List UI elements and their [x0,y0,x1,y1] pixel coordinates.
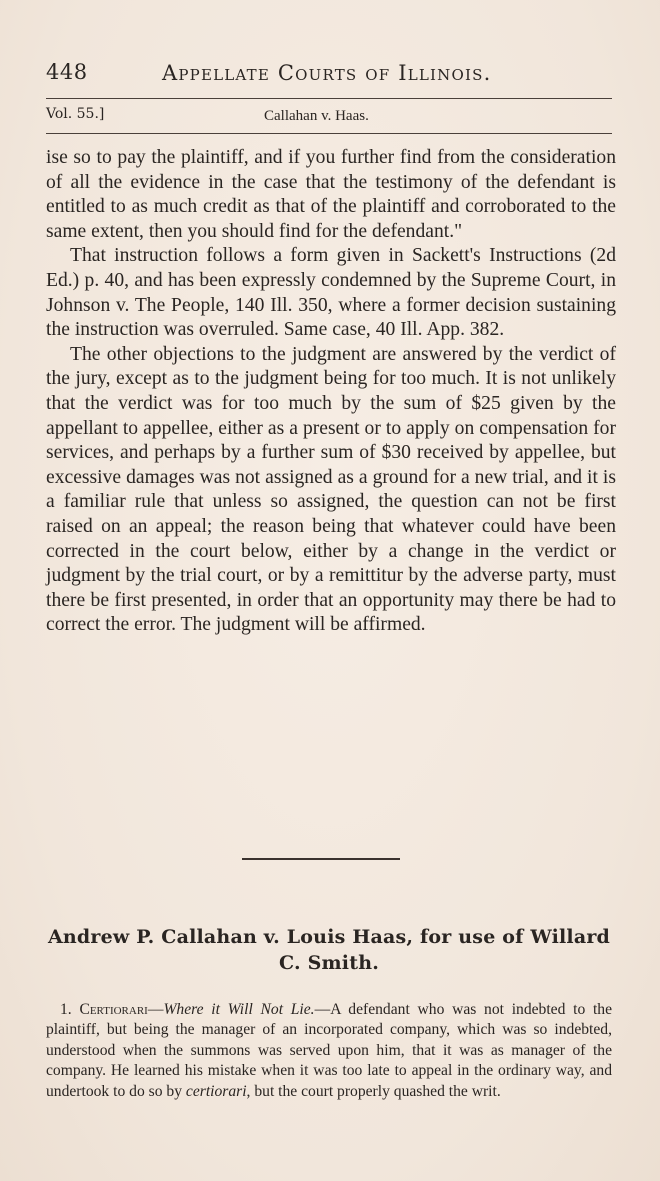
case-short-title: Callahan v. Haas. [264,108,369,124]
headnote-text-a: —A defendant who was not indebted to the plaintiff, but being the manager of an incorporated company, which was so indebted, understood when the summons was served upon him, that it was as manager of the company. He learned his mistake when it was too late to appeal in the ordinary way, and undertook to do so by [46,1001,613,1100]
section-divider [242,858,400,860]
headnote-number: 1. [60,1001,72,1018]
headnote-writ-term: certiorari [185,1082,247,1100]
subheader [46,106,614,128]
headnote-topic: Certiorari [79,1001,148,1018]
running-head [46,60,614,90]
header-rule-bottom [46,133,612,134]
volume-label: Vol. 55.] [46,106,105,122]
paragraph-continuation: ise so to pay the plaintiff, and if you further find from the consideration of all the evidence in the case that the testimony of the defendant is entitled to as much credit as that of the plaintiff and corroborated to the same extent, then you should find for the defendant." [46,147,616,242]
paragraph-objections: The other objections to the judgment are answered by the verdict of the jury, except as to the judgment being for too much. It is not unlikely that the verdict was for too much by the sum of $25 given by the appellant to appellee, either as a present or to apply on compensation for services, and perhaps by a further sum of $30 received by appellee, but excessive damages was not assigned as a ground for a new trial, and it is a familiar rule that unless so assigned, the question can not be first raised on an appeal; the reason being that whatever could have been corrected in the court below, either by a change in the verdict or judgment by the trial court, or by a remittitur by the adverse party, must there be first presented, in order that an opportunity may there be had to correct the error. The judgment will be affirmed. [46,343,616,636]
running-title: Appellate Courts of Illinois. [162,61,492,85]
headnote-text-b: , but the court properly quashed the writ. [246,1082,501,1100]
headnote [46,1000,612,1102]
paragraph-instruction: That instruction follows a form given in Sackett's Instructions (2d Ed.) p. 40, and has been expressly condemned by the Supreme Court, in Johnson v. The People, 140 Ill. 350, where a former decision sustaining the instruction was overruled. Same case, 40 Ill. App. 382. [46,245,616,341]
header-rule-top [46,98,612,99]
opinion-text [46,146,616,638]
page-number: 448 [46,60,88,84]
headnote-subtopic: Where it Will Not Lie. [163,1001,315,1018]
headnote-dash: — [147,1001,164,1018]
case-title: Andrew P. Callahan v. Louis Haas, for use of Willard C. Smith. [47,926,611,974]
